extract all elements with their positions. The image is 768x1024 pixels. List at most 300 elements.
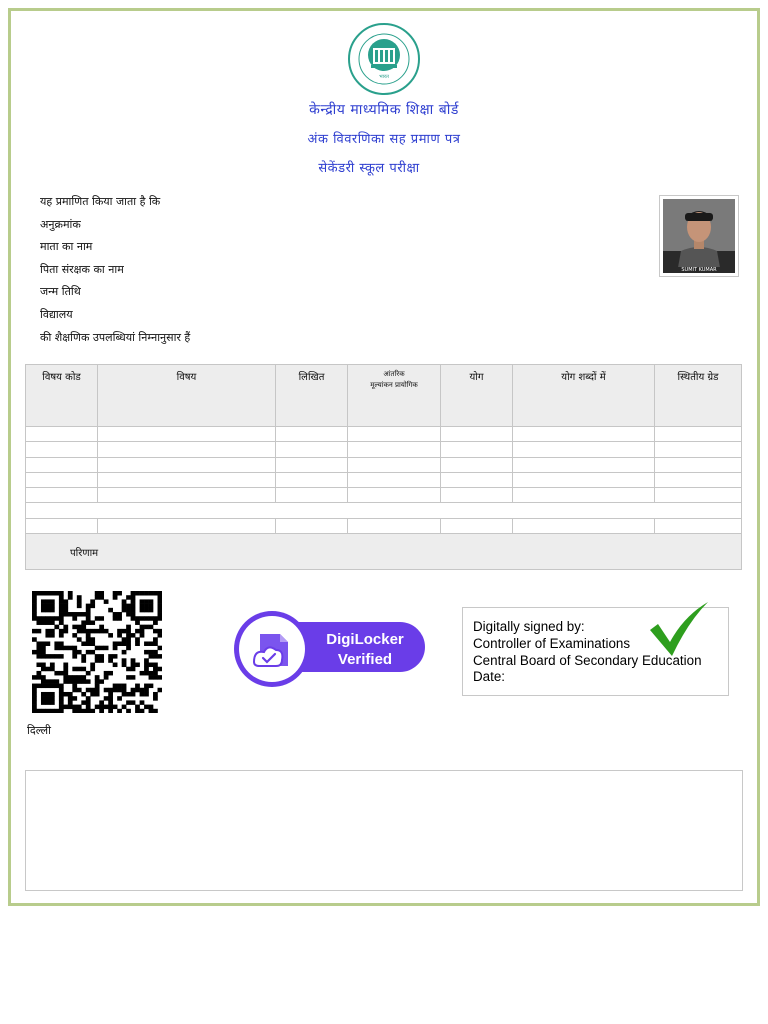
qr-module bbox=[77, 599, 82, 604]
table-row bbox=[26, 427, 742, 442]
qr-module bbox=[144, 663, 149, 668]
qr-module bbox=[99, 700, 104, 705]
qr-module bbox=[72, 650, 77, 655]
qr-module bbox=[77, 650, 82, 655]
qr-module bbox=[59, 591, 64, 596]
qr-module bbox=[68, 591, 73, 596]
qr-module bbox=[41, 667, 46, 672]
qr-module bbox=[126, 675, 131, 680]
qr-module bbox=[32, 608, 37, 613]
qr-module bbox=[72, 709, 77, 713]
qr-module bbox=[117, 709, 122, 713]
document-title: अंक विवरणिका सह प्रमाण पत्र bbox=[307, 132, 461, 147]
signature-line2: Controller of Examinations bbox=[473, 635, 631, 651]
qr-module bbox=[45, 608, 50, 613]
qr-module bbox=[104, 696, 109, 701]
qr-module bbox=[140, 625, 145, 630]
photo-caption: SUMIT KUMAR bbox=[663, 267, 735, 273]
signature-line4: Date: bbox=[473, 669, 506, 685]
qr-module bbox=[117, 633, 122, 638]
qr-module bbox=[144, 658, 149, 663]
qr-module bbox=[95, 658, 100, 663]
qr-module bbox=[81, 675, 86, 680]
qr-module bbox=[41, 654, 46, 659]
qr-module bbox=[81, 667, 86, 672]
qr-module bbox=[50, 679, 55, 684]
qr-module bbox=[113, 684, 118, 689]
qr-module bbox=[122, 684, 127, 689]
qr-module bbox=[59, 608, 64, 613]
qr-module bbox=[144, 671, 149, 676]
qr-module bbox=[104, 646, 109, 651]
qr-module bbox=[59, 654, 64, 659]
qr-module bbox=[158, 616, 162, 621]
qr-module bbox=[122, 608, 127, 613]
qr-module bbox=[153, 709, 158, 713]
qr-module bbox=[36, 650, 41, 655]
qr-module bbox=[72, 633, 77, 638]
qr-module bbox=[131, 616, 136, 621]
qr-module bbox=[99, 616, 104, 621]
qr-module bbox=[149, 608, 154, 613]
qr-module bbox=[32, 709, 37, 713]
qr-module bbox=[144, 641, 149, 646]
qr-module bbox=[113, 663, 118, 668]
qr-module bbox=[72, 684, 77, 689]
qr-module bbox=[144, 692, 149, 697]
qr-module bbox=[158, 599, 162, 604]
qr-module bbox=[36, 709, 41, 713]
qr-module bbox=[117, 616, 122, 621]
qr-module bbox=[54, 709, 59, 713]
qr-module bbox=[86, 688, 91, 693]
qr-module bbox=[90, 663, 95, 668]
qr-module bbox=[86, 700, 91, 705]
qr-module bbox=[99, 591, 104, 596]
qr-module bbox=[158, 591, 162, 596]
qr-module bbox=[59, 705, 64, 710]
qr-module bbox=[131, 692, 136, 697]
qr-module bbox=[86, 671, 91, 676]
table-row bbox=[26, 442, 742, 457]
qr-module bbox=[41, 591, 46, 596]
qr-module bbox=[77, 629, 82, 634]
qr-module bbox=[158, 629, 162, 634]
qr-module bbox=[72, 612, 77, 617]
qr-module bbox=[77, 625, 82, 630]
qr-module bbox=[90, 599, 95, 604]
qr-module bbox=[54, 654, 59, 659]
qr-module bbox=[108, 696, 113, 701]
qr-module bbox=[77, 705, 82, 710]
city-label: दिल्ली bbox=[27, 724, 51, 737]
qr-module bbox=[158, 688, 162, 693]
qr-module bbox=[59, 612, 64, 617]
qr-module bbox=[131, 675, 136, 680]
qr-module bbox=[153, 629, 158, 634]
qr-module bbox=[149, 663, 154, 668]
qr-module bbox=[104, 671, 109, 676]
qr-module bbox=[86, 608, 91, 613]
qr-module bbox=[32, 650, 37, 655]
qr-module bbox=[99, 705, 104, 710]
qr-module bbox=[104, 705, 109, 710]
qr-module bbox=[99, 709, 104, 713]
qr-module bbox=[36, 663, 41, 668]
qr-module bbox=[45, 633, 50, 638]
qr-module bbox=[45, 684, 50, 689]
qr-module bbox=[45, 599, 50, 604]
table-row bbox=[26, 457, 742, 472]
qr-module bbox=[140, 591, 145, 596]
qr-module bbox=[153, 641, 158, 646]
qr-module bbox=[90, 637, 95, 642]
qr-module bbox=[36, 684, 41, 689]
qr-module bbox=[122, 688, 127, 693]
qr-module bbox=[77, 679, 82, 684]
qr-module bbox=[45, 654, 50, 659]
qr-module bbox=[153, 591, 158, 596]
qr-module bbox=[41, 646, 46, 651]
qr-module bbox=[54, 671, 59, 676]
qr-module bbox=[135, 629, 140, 634]
qr-module bbox=[126, 604, 131, 609]
qr-module bbox=[81, 629, 86, 634]
qr-module bbox=[68, 679, 73, 684]
header-total-words: योग शब्दों में bbox=[513, 365, 655, 427]
qr-module bbox=[117, 629, 122, 634]
qr-module bbox=[63, 646, 68, 651]
qr-module bbox=[50, 633, 55, 638]
qr-module bbox=[117, 641, 122, 646]
qr-module bbox=[50, 696, 55, 701]
qr-module bbox=[54, 641, 59, 646]
remarks-box bbox=[25, 770, 743, 891]
qr-module bbox=[45, 709, 50, 713]
qr-module bbox=[149, 599, 154, 604]
qr-module bbox=[50, 608, 55, 613]
qr-module bbox=[32, 692, 37, 697]
qr-module bbox=[153, 663, 158, 668]
qr-module bbox=[32, 700, 37, 705]
qr-module bbox=[54, 591, 59, 596]
table-row bbox=[26, 488, 742, 503]
qr-module bbox=[50, 604, 55, 609]
qr-module bbox=[158, 612, 162, 617]
qr-module bbox=[41, 709, 46, 713]
qr-module bbox=[158, 608, 162, 613]
qr-module bbox=[63, 629, 68, 634]
qr-module bbox=[36, 620, 41, 625]
qr-module bbox=[77, 604, 82, 609]
cbse-logo bbox=[347, 22, 421, 96]
qr-module bbox=[158, 604, 162, 609]
qr-module bbox=[86, 612, 91, 617]
qr-module bbox=[50, 591, 55, 596]
qr-module bbox=[131, 663, 136, 668]
qr-module bbox=[95, 675, 100, 680]
field-achievements: की शैक्षणिक उपलब्धियां निम्नानुसार हैं bbox=[40, 330, 191, 344]
qr-module bbox=[108, 608, 113, 613]
qr-module bbox=[131, 604, 136, 609]
qr-module bbox=[86, 637, 91, 642]
qr-module bbox=[149, 705, 154, 710]
qr-module bbox=[99, 658, 104, 663]
qr-module bbox=[126, 625, 131, 630]
green-checkmark-icon bbox=[648, 602, 710, 658]
qr-module bbox=[131, 612, 136, 617]
qr-module bbox=[135, 663, 140, 668]
qr-module bbox=[81, 709, 86, 713]
qr-module bbox=[113, 591, 118, 596]
qr-module bbox=[59, 684, 64, 689]
signature-line3: Central Board of Secondary Education bbox=[473, 652, 702, 668]
qr-module bbox=[68, 595, 73, 600]
qr-module bbox=[90, 604, 95, 609]
qr-module bbox=[126, 709, 131, 713]
qr-module bbox=[153, 692, 158, 697]
qr-module bbox=[41, 650, 46, 655]
qr-module bbox=[63, 663, 68, 668]
qr-module bbox=[140, 599, 145, 604]
qr-module bbox=[122, 658, 127, 663]
qr-module bbox=[117, 612, 122, 617]
qr-module bbox=[135, 705, 140, 710]
qr-module bbox=[59, 688, 64, 693]
qr-module bbox=[68, 675, 73, 680]
qr-module bbox=[68, 692, 73, 697]
qr-module bbox=[41, 641, 46, 646]
qr-module bbox=[32, 591, 37, 596]
qr-module bbox=[126, 612, 131, 617]
qr-module bbox=[126, 595, 131, 600]
header-subject-code: विषय कोड bbox=[26, 365, 98, 427]
qr-module bbox=[32, 684, 37, 689]
qr-module bbox=[59, 604, 64, 609]
qr-module bbox=[59, 629, 64, 634]
qr-module bbox=[59, 616, 64, 621]
qr-module bbox=[144, 705, 149, 710]
qr-module bbox=[99, 654, 104, 659]
qr-module bbox=[77, 595, 82, 600]
qr-module bbox=[59, 696, 64, 701]
qr-module bbox=[149, 625, 154, 630]
qr-module bbox=[90, 629, 95, 634]
qr-module bbox=[135, 620, 140, 625]
exam-name: सेकेंडरी स्कूल परीक्षा bbox=[318, 161, 420, 176]
qr-module bbox=[90, 667, 95, 672]
person-photo-icon bbox=[663, 199, 735, 273]
qr-module bbox=[126, 633, 131, 638]
qr-module bbox=[45, 620, 50, 625]
qr-module bbox=[36, 616, 41, 621]
qr-module bbox=[54, 646, 59, 651]
qr-module bbox=[50, 692, 55, 697]
qr-module bbox=[81, 641, 86, 646]
qr-module bbox=[72, 667, 77, 672]
qr-code[interactable] bbox=[32, 591, 162, 713]
qr-module bbox=[144, 684, 149, 689]
qr-module bbox=[59, 620, 64, 625]
qr-module bbox=[131, 658, 136, 663]
qr-module bbox=[72, 646, 77, 651]
qr-module bbox=[72, 679, 77, 684]
qr-module bbox=[81, 654, 86, 659]
qr-module bbox=[90, 692, 95, 697]
qr-module bbox=[131, 591, 136, 596]
qr-module bbox=[77, 667, 82, 672]
qr-module bbox=[149, 654, 154, 659]
qr-module bbox=[81, 692, 86, 697]
qr-module bbox=[90, 620, 95, 625]
qr-module bbox=[36, 591, 41, 596]
qr-module bbox=[95, 616, 100, 621]
qr-module bbox=[108, 700, 113, 705]
qr-module bbox=[117, 688, 122, 693]
qr-module bbox=[95, 688, 100, 693]
qr-module bbox=[41, 684, 46, 689]
qr-module bbox=[41, 696, 46, 701]
qr-module bbox=[59, 700, 64, 705]
header-total: योग bbox=[441, 365, 513, 427]
qr-module bbox=[108, 633, 113, 638]
qr-module bbox=[81, 700, 86, 705]
qr-module bbox=[153, 654, 158, 659]
qr-module bbox=[63, 625, 68, 630]
qr-module bbox=[122, 599, 127, 604]
qr-module bbox=[140, 604, 145, 609]
qr-module bbox=[50, 654, 55, 659]
qr-module bbox=[45, 604, 50, 609]
qr-module bbox=[54, 616, 59, 621]
qr-module bbox=[32, 675, 37, 680]
qr-module bbox=[144, 667, 149, 672]
qr-module bbox=[126, 641, 131, 646]
qr-module bbox=[54, 679, 59, 684]
qr-module bbox=[144, 688, 149, 693]
qr-module bbox=[77, 688, 82, 693]
qr-module bbox=[86, 709, 91, 713]
qr-module bbox=[126, 646, 131, 651]
qr-module bbox=[95, 629, 100, 634]
digilocker-line1: DigiLocker bbox=[326, 631, 404, 648]
qr-module bbox=[36, 641, 41, 646]
qr-module bbox=[153, 620, 158, 625]
qr-module bbox=[104, 675, 109, 680]
qr-module bbox=[63, 692, 68, 697]
qr-module bbox=[54, 684, 59, 689]
qr-module bbox=[144, 650, 149, 655]
qr-module bbox=[77, 675, 82, 680]
result-row bbox=[26, 534, 742, 570]
qr-module bbox=[86, 679, 91, 684]
digilocker-verified-badge bbox=[232, 610, 428, 688]
qr-module bbox=[140, 700, 145, 705]
qr-module bbox=[86, 633, 91, 638]
digital-signature-box bbox=[462, 607, 729, 696]
qr-module bbox=[135, 688, 140, 693]
qr-module bbox=[153, 650, 158, 655]
qr-module bbox=[63, 679, 68, 684]
header-grade: स्थितीय ग्रेड bbox=[655, 365, 742, 427]
qr-module bbox=[95, 591, 100, 596]
qr-module bbox=[86, 616, 91, 621]
qr-module bbox=[117, 696, 122, 701]
qr-module bbox=[45, 591, 50, 596]
qr-module bbox=[59, 595, 64, 600]
qr-module bbox=[68, 696, 73, 701]
qr-module bbox=[81, 612, 86, 617]
qr-module bbox=[41, 620, 46, 625]
qr-module bbox=[77, 637, 82, 642]
qr-module bbox=[36, 654, 41, 659]
qr-module bbox=[59, 633, 64, 638]
qr-module bbox=[113, 688, 118, 693]
table-row bbox=[26, 472, 742, 487]
qr-module bbox=[86, 696, 91, 701]
field-dob: जन्म तिथि bbox=[40, 285, 81, 299]
header-internal-line2: मूल्यांकन प्रायोगिक bbox=[370, 381, 418, 389]
qr-module bbox=[45, 629, 50, 634]
qr-module bbox=[95, 654, 100, 659]
qr-module bbox=[95, 646, 100, 651]
qr-module bbox=[77, 709, 82, 713]
qr-module bbox=[32, 629, 37, 634]
qr-module bbox=[41, 675, 46, 680]
qr-module bbox=[158, 646, 162, 651]
qr-module bbox=[104, 599, 109, 604]
qr-module bbox=[158, 595, 162, 600]
board-name: केन्द्रीय माध्यमिक शिक्षा बोर्ड bbox=[309, 102, 459, 118]
qr-module bbox=[131, 595, 136, 600]
qr-module bbox=[41, 692, 46, 697]
qr-module bbox=[108, 654, 113, 659]
qr-module bbox=[90, 688, 95, 693]
qr-module bbox=[131, 599, 136, 604]
qr-module bbox=[149, 604, 154, 609]
qr-module bbox=[36, 675, 41, 680]
qr-module bbox=[59, 671, 64, 676]
qr-module bbox=[144, 608, 149, 613]
qr-module bbox=[86, 629, 91, 634]
qr-module bbox=[45, 700, 50, 705]
field-roll-number: अनुक्रमांक bbox=[40, 217, 81, 231]
qr-module bbox=[50, 700, 55, 705]
qr-module bbox=[140, 633, 145, 638]
result-label: परिणाम bbox=[26, 534, 742, 570]
qr-module bbox=[153, 667, 158, 672]
qr-module bbox=[113, 654, 118, 659]
qr-module bbox=[99, 625, 104, 630]
qr-module bbox=[41, 599, 46, 604]
qr-module bbox=[113, 595, 118, 600]
qr-module bbox=[50, 599, 55, 604]
qr-module bbox=[126, 667, 131, 672]
qr-module bbox=[59, 599, 64, 604]
qr-module bbox=[140, 608, 145, 613]
qr-module bbox=[63, 667, 68, 672]
qr-module bbox=[99, 629, 104, 634]
qr-module bbox=[63, 612, 68, 617]
qr-module bbox=[81, 620, 86, 625]
qr-module bbox=[32, 604, 37, 609]
qr-module bbox=[86, 650, 91, 655]
qr-module bbox=[95, 684, 100, 689]
qr-module bbox=[68, 612, 73, 617]
qr-module bbox=[41, 679, 46, 684]
qr-module bbox=[36, 646, 41, 651]
qr-module bbox=[36, 671, 41, 676]
